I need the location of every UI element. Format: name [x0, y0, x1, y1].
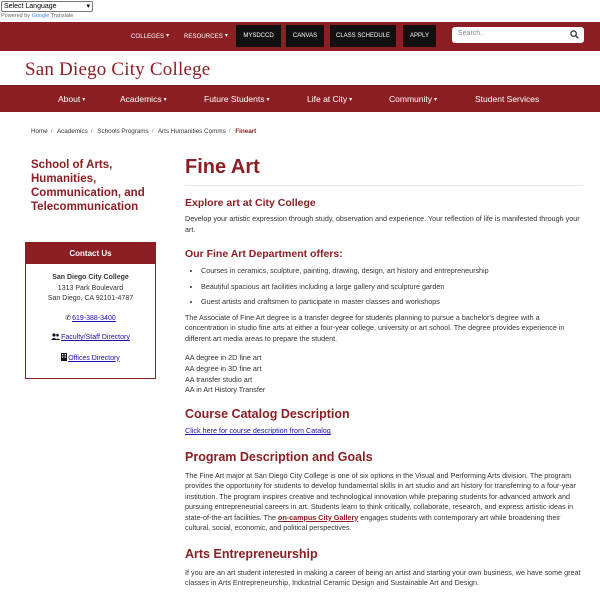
- breadcrumb-current: Fineart: [235, 128, 257, 135]
- translate-widget: [0, 0, 600, 22]
- catalog-heading: Course Catalog Description: [185, 407, 350, 422]
- building-icon: [61, 353, 67, 361]
- nav-label: Future Students: [204, 94, 265, 104]
- program-text-part-1: The Fine Art major at San Diego City College is one of six options in the Visual and Performing Arts division. The program provides the opportunity for students to develop fundamental skills in art studio and art history for transferring to a four-year institution. The program inspires creative and technological innovation while preparing students for advanced artwork and pursuing entrepreneurial careers in art. Students learn to think critically, collaborate, research, and express artistic ideas in state-of-the-art facilities. The: [185, 470, 576, 522]
- language-select-value: Select Language: [4, 3, 57, 10]
- program-heading: Program Description and Goals: [185, 449, 373, 464]
- nav-about[interactable]: [58, 94, 85, 104]
- colleges-label: COLLEGES: [131, 34, 165, 40]
- entrepreneurship-text: If you are an art student interested in making a career of being an artist and starting your own business, we have some great classes in Arts Entrepreneurship, Industrial Ceramic Design and Sustainable Art and Design.: [185, 567, 581, 588]
- chevron-down-icon: ▾: [349, 97, 353, 103]
- powered-by-text: Powered by: [1, 13, 31, 19]
- breadcrumb-home[interactable]: Home: [31, 128, 48, 135]
- main-navigation: [0, 85, 600, 112]
- main-content: [185, 154, 583, 589]
- contact-phone-row: [26, 314, 155, 325]
- contact-street: 1313 Park Boulevard: [57, 284, 124, 292]
- contact-offices-row: [26, 353, 155, 365]
- apply-button[interactable]: APPLY: [403, 25, 436, 47]
- breadcrumb-academics[interactable]: Academics: [56, 128, 88, 135]
- degree-item: AA in Art History Transfer: [185, 385, 266, 395]
- translate-link[interactable]: Translate: [50, 13, 74, 19]
- degree-item: AA degree in 2D fine art: [185, 353, 262, 362]
- city-gallery-link[interactable]: on-campus City Gallery: [277, 512, 359, 522]
- breadcrumb-separator: /: [50, 128, 53, 135]
- nav-life-at-city[interactable]: [307, 94, 352, 104]
- list-item: • Beautiful spacious art facilities including a large gallery and sculpture garden: [201, 282, 583, 293]
- logo-band: [0, 51, 600, 85]
- degree-list: [185, 353, 583, 396]
- breadcrumb-arts-humanities[interactable]: Arts Humanities Comms: [157, 128, 226, 135]
- college-logo[interactable]: San Diego City College: [25, 59, 211, 80]
- degree-item: AA transfer studio art: [185, 374, 253, 384]
- degree-item: AA degree in 3D fine art: [185, 363, 262, 373]
- offers-list: [201, 266, 583, 308]
- offices-directory-link[interactable]: Offices Directory: [68, 354, 120, 362]
- mysdccd-button[interactable]: MYSDCCD: [236, 25, 281, 47]
- nav-future-students[interactable]: [204, 94, 270, 104]
- language-select[interactable]: [1, 1, 93, 12]
- chevron-down-icon: ▾: [433, 97, 437, 103]
- chevron-down-icon: ▾: [166, 33, 170, 39]
- nav-community[interactable]: [389, 94, 437, 104]
- associate-text: The Associate of Fine Art degree is a transfer degree for students planning to pursue a bachelor's degree with a concentration in studio fine arts at either a four-year college, university or art school. The degree provides experience in different art media areas to prepare the student.: [185, 312, 565, 343]
- contact-directory-row: [26, 333, 155, 344]
- phone-link[interactable]: 619-388-3400: [72, 314, 116, 322]
- contact-city: San Diego, CA 92101-4787: [47, 295, 134, 302]
- canvas-button[interactable]: CANVAS: [286, 25, 324, 47]
- catalog-link[interactable]: Click here for course description from Catalog: [185, 426, 331, 436]
- program-text: [185, 471, 583, 534]
- contact-college: San Diego City College: [52, 274, 129, 281]
- nav-label: About: [58, 94, 81, 104]
- nav-label: Academics: [120, 94, 162, 104]
- list-item: • Courses in ceramics, sculpture, painting, drawing, design, art history and entrepreneurship: [201, 266, 583, 277]
- users-icon: [51, 333, 60, 340]
- resources-menu[interactable]: [184, 32, 228, 40]
- search-icon[interactable]: [570, 30, 579, 39]
- chevron-down-icon: ▾: [163, 97, 167, 103]
- nav-label: Community: [389, 94, 432, 104]
- breadcrumb-schools-programs[interactable]: Schools Programs: [97, 128, 149, 135]
- explore-text: Develop your artistic expression through study, observation and experience. Your reflection of life is manifested through your art.: [185, 214, 580, 234]
- search-box[interactable]: [452, 27, 584, 43]
- colleges-menu[interactable]: [131, 32, 169, 40]
- offers-heading: Our Fine Art Department offers:: [185, 248, 343, 260]
- faculty-directory-link[interactable]: Faculty/Staff Directory: [61, 334, 130, 341]
- breadcrumb-separator: /: [228, 128, 231, 135]
- resources-label: RESOURCES: [184, 34, 223, 40]
- phone-icon: ✆: [65, 314, 72, 322]
- chevron-down-icon: ▾: [266, 97, 270, 103]
- contact-body: [26, 264, 155, 364]
- chevron-down-icon: ▾: [82, 97, 86, 103]
- breadcrumb: [31, 128, 256, 135]
- contact-heading: Contact Us: [26, 243, 155, 264]
- search-input[interactable]: Search..: [458, 30, 485, 37]
- chevron-down-icon: ▾: [224, 33, 229, 39]
- catalog-paragraph: [185, 426, 583, 437]
- school-title[interactable]: School of Arts, Humanities, Communication, and Telecommunication: [31, 159, 145, 213]
- explore-heading: Explore art at City College: [185, 197, 316, 209]
- entrepreneurship-heading: Arts Entrepreneurship: [185, 546, 318, 561]
- list-item: • Guest artists and craftsmen to participate in master classes and workshops: [201, 297, 583, 308]
- page-title: Fine Art: [185, 154, 583, 186]
- nav-student-services[interactable]: Student Services: [475, 94, 540, 104]
- utility-bar: [0, 22, 600, 51]
- breadcrumb-separator: /: [90, 128, 93, 135]
- breadcrumb-separator: /: [151, 128, 154, 135]
- nav-label: Life at City: [307, 94, 348, 104]
- powered-by-google: [1, 13, 74, 19]
- google-logo: Google: [31, 13, 50, 19]
- nav-academics[interactable]: [120, 94, 167, 104]
- program-text-part-2: engages students with contemporary art while broadening their cultural, social, economic, and political perspectives.: [185, 512, 561, 533]
- class-schedule-button[interactable]: CLASS SCHEDULE: [330, 25, 396, 47]
- contact-card: [25, 242, 156, 379]
